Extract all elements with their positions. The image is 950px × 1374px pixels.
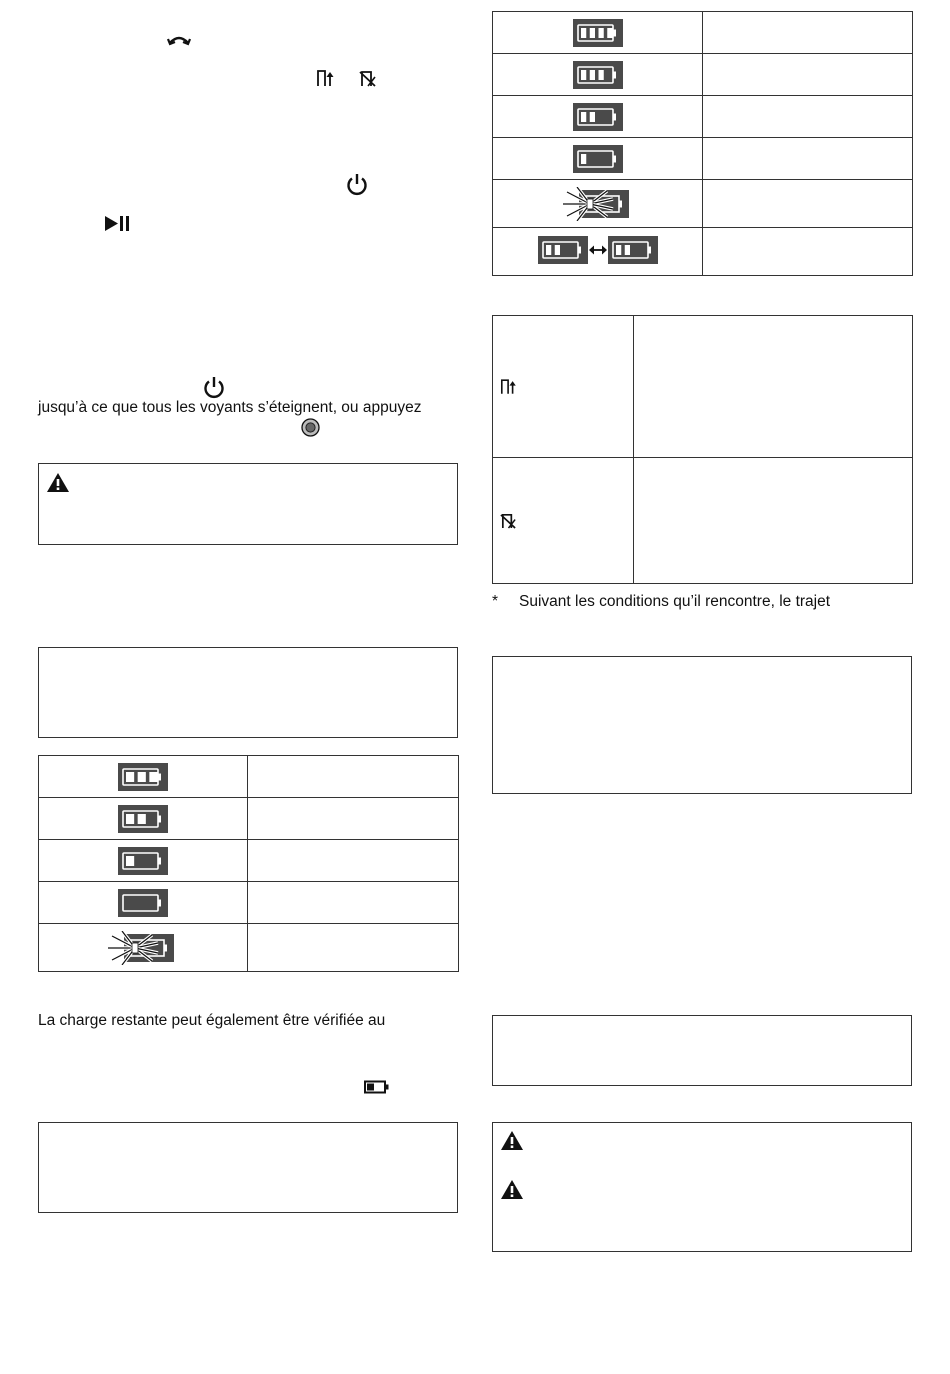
table-row — [493, 180, 913, 228]
table-row — [493, 54, 913, 96]
table-row — [493, 458, 913, 584]
battery-description-cell — [703, 96, 913, 138]
battery-icon-cell — [493, 96, 703, 138]
table-row — [493, 12, 913, 54]
no-return-icon — [500, 512, 517, 529]
return-home-icon — [316, 69, 336, 87]
battery-icon-cell — [493, 54, 703, 96]
rotate-icon — [167, 33, 191, 47]
battery-description-cell — [703, 180, 913, 228]
warning-icon — [500, 1130, 524, 1151]
battery-level-icon — [608, 236, 658, 264]
battery-icon-cell — [493, 138, 703, 180]
battery-icon-cell — [493, 228, 703, 276]
note-box — [492, 1015, 912, 1086]
battery-level-table — [38, 755, 459, 972]
battery-icon-cell — [493, 12, 703, 54]
mode-icon-cell — [493, 316, 634, 458]
battery-level-table — [492, 11, 913, 276]
battery-level-icon — [118, 847, 168, 875]
battery-level-icon — [573, 19, 623, 47]
battery-level-icon — [118, 763, 168, 791]
table-row — [493, 228, 913, 276]
warning-icon — [46, 472, 70, 493]
note-box — [38, 1122, 458, 1213]
battery-description-cell — [248, 756, 459, 798]
table-row — [39, 924, 459, 972]
battery-description-cell — [248, 840, 459, 882]
battery-icon-cell — [39, 882, 248, 924]
battery-description-cell — [248, 924, 459, 972]
battery-level-icon — [538, 236, 588, 264]
return-mode-table — [492, 315, 913, 584]
battery-blinking-icon — [108, 931, 178, 965]
battery-icon-cell — [39, 840, 248, 882]
battery-description-cell — [248, 882, 459, 924]
battery-level-icon — [573, 103, 623, 131]
power-icon — [346, 173, 368, 196]
battery-description-cell — [248, 798, 459, 840]
note-box — [492, 656, 912, 794]
double-arrow-icon — [588, 244, 608, 256]
note-box — [38, 647, 458, 738]
battery-icon-cell — [39, 756, 248, 798]
power-icon — [203, 376, 225, 399]
battery-blinking-icon — [563, 187, 633, 221]
battery-level-icon — [573, 145, 623, 173]
battery-description-cell — [703, 12, 913, 54]
table-row — [39, 840, 459, 882]
table-row — [493, 138, 913, 180]
mode-icon-cell — [493, 458, 634, 584]
battery-description-cell — [703, 138, 913, 180]
round-button-icon — [301, 418, 320, 437]
battery-level-icon — [118, 889, 168, 917]
battery-level-icon — [573, 61, 623, 89]
table-row — [493, 96, 913, 138]
table-row — [493, 316, 913, 458]
footnote-marker: * — [492, 593, 499, 610]
battery-level-icon — [118, 805, 168, 833]
warning-box — [492, 1122, 912, 1252]
table-row — [39, 882, 459, 924]
low-battery-icon — [364, 1080, 390, 1094]
body-text-remaining-charge: La charge restante peut également être vérifiée au — [38, 1012, 386, 1029]
warning-box — [38, 463, 458, 545]
return-home-icon — [500, 378, 518, 395]
battery-icon-cell — [493, 180, 703, 228]
play-pause-icon — [104, 215, 130, 232]
battery-description-cell — [703, 228, 913, 276]
battery-description-cell — [703, 54, 913, 96]
mode-description-cell — [634, 316, 913, 458]
body-text-turn-off: jusqu’à ce que tous les voyants s’éteignent, ou appuyez — [38, 399, 422, 416]
mode-description-cell — [634, 458, 913, 584]
table-row — [39, 756, 459, 798]
table-row — [39, 798, 459, 840]
footnote-text: Suivant les conditions qu’il rencontre, le trajet — [519, 593, 831, 610]
warning-icon — [500, 1179, 524, 1200]
battery-alternating-icon — [538, 236, 658, 264]
no-return-icon — [359, 69, 377, 87]
battery-icon-cell — [39, 798, 248, 840]
battery-icon-cell — [39, 924, 248, 972]
